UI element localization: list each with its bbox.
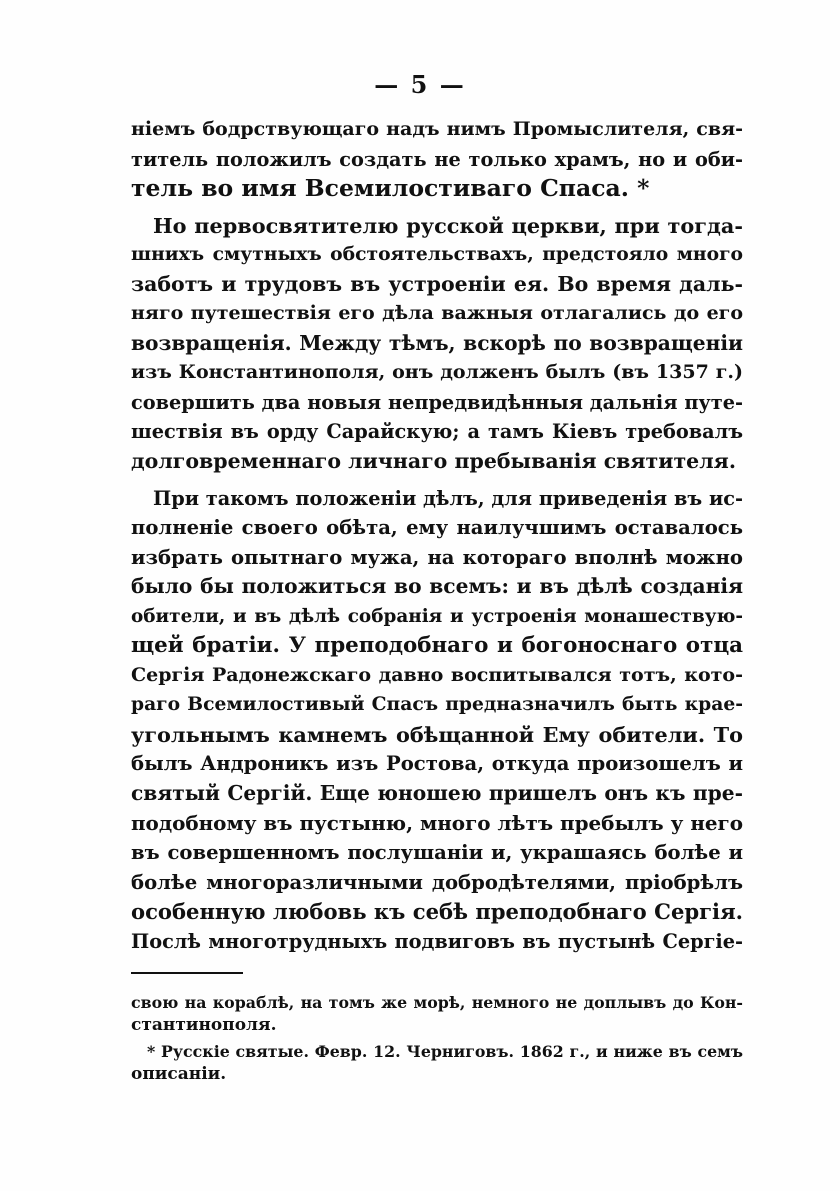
- text-line: обители, и въ дѣлѣ собранія и устроенія монашествую-: [131, 605, 743, 627]
- text-line: болѣе многоразличными добродѣтелями, пріобрѣлъ: [131, 870, 743, 894]
- footnote-divider: [131, 972, 243, 974]
- footnote-line: свою на кораблѣ, на томъ же морѣ, немного не доплывъ до Кон-: [131, 993, 743, 1012]
- text-line: совершить два новыя непредвидѣнныя дальнія путе-: [131, 390, 743, 414]
- text-line: святый Сергій. Еще юношею пришелъ онъ къ пре-: [131, 781, 743, 806]
- text-line: полненіе своего обѣта, ему наилучшимъ оставалось: [131, 516, 743, 540]
- text-line: изъ Константинополя, онъ долженъ былъ (въ 1357 г.): [131, 361, 743, 384]
- text-line: титель положилъ создать не только храмъ, но и оби-: [131, 147, 743, 171]
- text-line: возвращенія. Между тѣмъ, вскорѣ по возвращеніи: [131, 330, 743, 355]
- text-line: ніемъ бодрствующаго надъ нимъ Промыслителя, свя-: [131, 118, 743, 140]
- text-line: шествія въ орду Сарайскую; а тамъ Кіевъ требовалъ: [131, 420, 743, 444]
- text-line: было бы положиться во всемъ: и въ дѣлѣ созданія: [131, 574, 743, 599]
- text-line: угольнымъ камнемъ обѣщанной Ему обители. То: [131, 721, 743, 747]
- text-line: былъ Андроникъ изъ Ростова, откуда произошелъ и: [131, 752, 743, 776]
- text-line: щей братіи. У преподобнаго и богоноснаго отца: [131, 633, 743, 659]
- footnote-line: описаніи.: [131, 1064, 227, 1084]
- text-line: шнихъ смутныхъ обстоятельствахъ, предстояло много: [131, 243, 743, 266]
- text-line: подобному въ пустыню, много лѣтъ пребылъ у него: [131, 810, 743, 835]
- footnote-line: стантинополя.: [131, 1015, 277, 1035]
- text-line: заботъ и трудовъ въ устроеніи ея. Во время даль-: [131, 271, 743, 296]
- text-line: избрать опытнаго мужа, на котораго вполнѣ можно: [131, 545, 743, 569]
- main-text: [131, 115, 743, 956]
- text-line: тель во имя Всемилостиваго Спаса. *: [131, 174, 650, 203]
- text-line: Послѣ многотрудныхъ подвиговъ въ пустынѣ Сергіе-: [131, 929, 743, 953]
- page-number: — 5 —: [374, 70, 466, 99]
- text-line: Сергія Радонежскаго давно воспитывался тотъ, кото-: [131, 663, 743, 686]
- text-line: няго путешествія его дѣла важныя отлагались до его: [131, 302, 743, 325]
- footnotes: [131, 991, 743, 1086]
- text-line: раго Всемилостивый Спасъ предназначилъ быть крае-: [131, 693, 743, 716]
- footnote-line: * Русскіе святые. Февр. 12. Черниговъ. 1862 г., и ниже въ семъ: [147, 1042, 743, 1061]
- text-line: Но первосвятителю русской церкви, при тогда-: [153, 212, 743, 238]
- text-line: долговременнаго личнаго пребыванія святителя.: [131, 449, 736, 474]
- text-line: При такомъ положеніи дѣлъ, для приведенія въ ис-: [153, 486, 743, 510]
- text-line: въ совершенномъ послушаніи и, украшаясь болѣе и: [131, 841, 743, 865]
- text-line: особенную любовь къ себѣ преподобнаго Сергія.: [131, 899, 743, 925]
